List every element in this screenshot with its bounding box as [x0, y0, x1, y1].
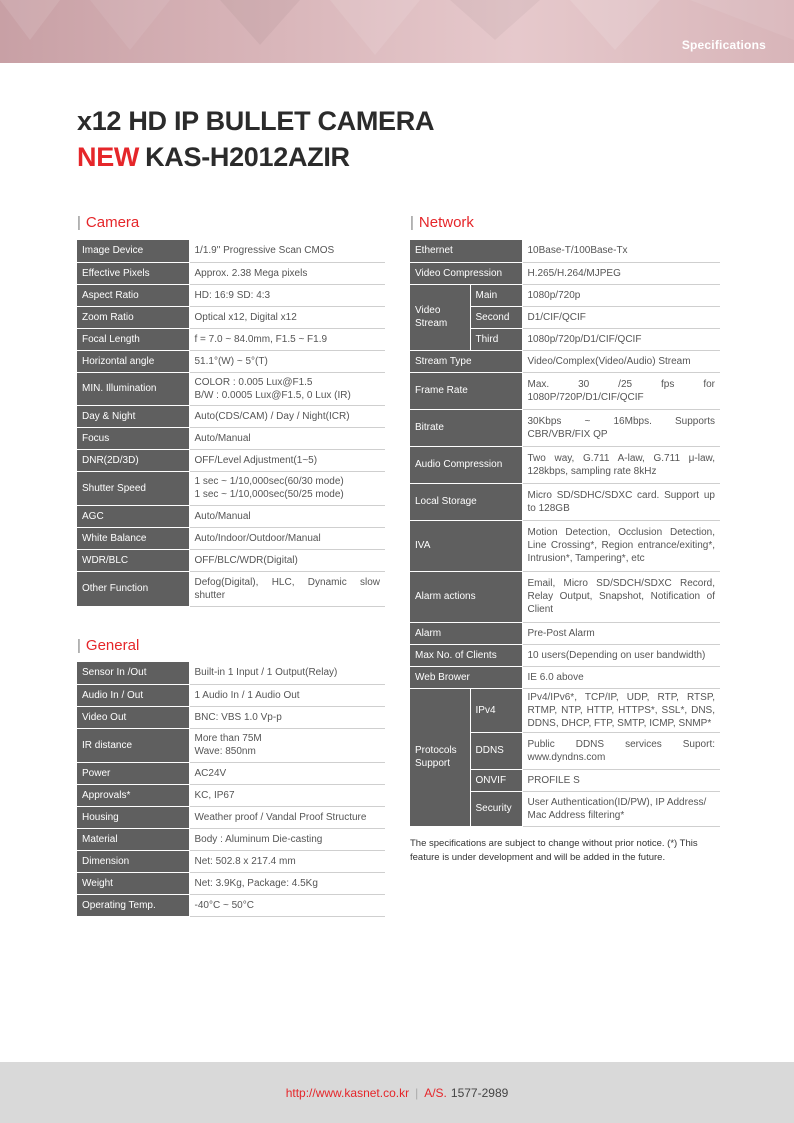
- spec-label: AGC: [77, 505, 189, 527]
- spec-value: Email, Micro SD/SDCH/SDXC Record, Relay Output, Snapshot, Notification of Client: [522, 571, 720, 622]
- spec-label: Focal Length: [77, 328, 189, 350]
- product-model-line: [77, 142, 350, 173]
- network-spec-table: [410, 240, 720, 827]
- spec-row: [410, 372, 720, 409]
- spec-row: [410, 622, 720, 644]
- spec-label: Zoom Ratio: [77, 306, 189, 328]
- spec-label: Frame Rate: [410, 372, 522, 409]
- spec-row: [77, 405, 385, 427]
- spec-sublabel: ONVIF: [470, 769, 522, 791]
- spec-value: H.265/H.264/MJPEG: [522, 262, 720, 284]
- spec-row: [77, 784, 385, 806]
- spec-row: [410, 666, 720, 688]
- spec-label: Audio Compression: [410, 446, 522, 483]
- spec-value: 1 sec ~ 1/10,000sec(60/30 mode) 1 sec ~ 1/10,000sec(50/25 mode): [189, 471, 385, 505]
- spec-label: Power: [77, 762, 189, 784]
- product-title: x12 HD IP BULLET CAMERA: [77, 106, 435, 136]
- spec-label: Housing: [77, 806, 189, 828]
- spec-label: Audio In / Out: [77, 684, 189, 706]
- spec-row: [77, 350, 385, 372]
- spec-value: f = 7.0 ~ 84.0mm, F1.5 ~ F1.9: [189, 328, 385, 350]
- spec-value: KC, IP67: [189, 784, 385, 806]
- header-band: [0, 0, 794, 63]
- spec-value: IE 6.0 above: [522, 666, 720, 688]
- spec-row: [410, 571, 720, 622]
- spec-value: Two way, G.711 A-law, G.711 μ-law, 128kbps, sampling rate 8kHz: [522, 446, 720, 483]
- spec-value: COLOR : 0.005 Lux@F1.5 B/W : 0.0005 Lux@F1.5, 0 Lux (IR): [189, 372, 385, 405]
- spec-row: [77, 427, 385, 449]
- spec-sublabel: Main: [470, 284, 522, 306]
- spec-row: [77, 872, 385, 894]
- spec-row-protocols-ipv4: [410, 688, 720, 732]
- spec-value: Body : Aluminum Die-casting: [189, 828, 385, 850]
- spec-row: [77, 505, 385, 527]
- spec-row: [77, 662, 385, 684]
- general-section-title: | General: [77, 637, 140, 654]
- camera-spec-table: [77, 240, 385, 607]
- general-spec-rows: [77, 662, 385, 916]
- spec-label: White Balance: [77, 527, 189, 549]
- spec-label: Material: [77, 828, 189, 850]
- spec-row: [77, 728, 385, 762]
- spec-label: Weight: [77, 872, 189, 894]
- spec-value: Max. 30 /25 fps for 1080P/720P/D1/CIF/QCIF: [522, 372, 720, 409]
- spec-label: Ethernet: [410, 240, 522, 262]
- video-stream-label: Video Stream: [410, 284, 470, 350]
- spec-value: Auto(CDS/CAM) / Day / Night(ICR): [189, 405, 385, 427]
- spec-value: 1080p/720p: [522, 284, 720, 306]
- spec-label: Alarm actions: [410, 571, 522, 622]
- spec-value: 1080p/720p/D1/CIF/QCIF: [522, 328, 720, 350]
- spec-row: [77, 449, 385, 471]
- network-spec-rows: [410, 350, 720, 688]
- spec-row: [410, 446, 720, 483]
- protocols-support-label: Protocols Support: [410, 688, 470, 826]
- spec-row: [77, 828, 385, 850]
- spec-row-video-stream-main: [410, 284, 720, 306]
- spec-row: [77, 328, 385, 350]
- spec-value: 10 users(Depending on user bandwidth): [522, 644, 720, 666]
- spec-row-video-compression: [410, 262, 720, 284]
- spec-value: Approx. 2.38 Mega pixels: [189, 262, 385, 284]
- spec-sublabel: Third: [470, 328, 522, 350]
- header-label: Specifications: [681, 38, 766, 52]
- spec-label: Shutter Speed: [77, 471, 189, 505]
- spec-row: [77, 762, 385, 784]
- spec-value: Motion Detection, Occlusion Detection, Line Crossing*, Region entrance/exiting*, Intrusion*, Tampering*, etc: [522, 520, 720, 571]
- new-tag: NEW: [77, 142, 140, 172]
- spec-row: [77, 894, 385, 916]
- spec-row: [410, 644, 720, 666]
- footer-contact: [0, 1086, 794, 1100]
- spec-row: [77, 549, 385, 571]
- spec-label: MIN. Illumination: [77, 372, 189, 405]
- spec-label: Horizontal angle: [77, 350, 189, 372]
- spec-value: D1/CIF/QCIF: [522, 306, 720, 328]
- spec-value: PROFILE S: [522, 769, 720, 791]
- spec-value: Weather proof / Vandal Proof Structure: [189, 806, 385, 828]
- spec-label: Local Storage: [410, 483, 522, 520]
- spec-sublabel: IPv4: [470, 688, 522, 732]
- spec-value: Defog(Digital), HLC, Dynamic slow shutter: [189, 571, 385, 606]
- spec-row: [77, 284, 385, 306]
- spec-label: Max No. of Clients: [410, 644, 522, 666]
- spec-value: Optical x12, Digital x12: [189, 306, 385, 328]
- spec-value: Pre-Post Alarm: [522, 622, 720, 644]
- spec-label: Operating Temp.: [77, 894, 189, 916]
- spec-value: Auto/Manual: [189, 505, 385, 527]
- spec-label: Effective Pixels: [77, 262, 189, 284]
- spec-row: [410, 350, 720, 372]
- spec-label: Aspect Ratio: [77, 284, 189, 306]
- spec-sublabel: Second: [470, 306, 522, 328]
- spec-label: Focus: [77, 427, 189, 449]
- spec-value: OFF/BLC/WDR(Digital): [189, 549, 385, 571]
- spec-row: [77, 527, 385, 549]
- spec-row: [410, 520, 720, 571]
- spec-value: Public DDNS services Suport: www.dyndns.com: [522, 732, 720, 769]
- spec-label: Video Compression: [410, 262, 522, 284]
- spec-value: Auto/Indoor/Outdoor/Manual: [189, 527, 385, 549]
- spec-value: Built-in 1 Input / 1 Output(Relay): [189, 662, 385, 684]
- spec-value: 1/1.9" Progressive Scan CMOS: [189, 240, 385, 262]
- spec-row: [77, 306, 385, 328]
- spec-label: Other Function: [77, 571, 189, 606]
- spec-value: More than 75M Wave: 850nm: [189, 728, 385, 762]
- spec-label: Alarm: [410, 622, 522, 644]
- spec-label: WDR/BLC: [77, 549, 189, 571]
- spec-value: 30Kbps ~ 16Mbps. Supports CBR/VBR/FIX QP: [522, 409, 720, 446]
- as-label: A/S.: [424, 1086, 447, 1100]
- spec-value: HD: 16:9 SD: 4:3: [189, 284, 385, 306]
- spec-row: [77, 372, 385, 405]
- camera-section-title: | Camera: [77, 214, 140, 231]
- spec-label: DNR(2D/3D): [77, 449, 189, 471]
- spec-sublabel: Security: [470, 791, 522, 826]
- spec-label: Approvals*: [77, 784, 189, 806]
- spec-label: IR distance: [77, 728, 189, 762]
- spec-label: Web Brower: [410, 666, 522, 688]
- spec-row: [410, 483, 720, 520]
- general-spec-table: [77, 662, 385, 917]
- spec-label: Image Device: [77, 240, 189, 262]
- spec-row: [77, 684, 385, 706]
- spec-value: Net: 3.9Kg, Package: 4.5Kg: [189, 872, 385, 894]
- spec-row: [77, 571, 385, 606]
- spec-row: [410, 409, 720, 446]
- spec-row-ethernet: [410, 240, 720, 262]
- spec-value: OFF/Level Adjustment(1~5): [189, 449, 385, 471]
- spec-row: [77, 240, 385, 262]
- spec-label: Bitrate: [410, 409, 522, 446]
- header-pattern: [0, 0, 794, 63]
- spec-row: [77, 806, 385, 828]
- spec-row: [77, 471, 385, 505]
- network-section-title: | Network: [410, 214, 474, 231]
- spec-value: AC24V: [189, 762, 385, 784]
- spec-value: Video/Complex(Video/Audio) Stream: [522, 350, 720, 372]
- model-number: KAS-H2012AZIR: [145, 142, 350, 172]
- spec-label: IVA: [410, 520, 522, 571]
- spec-row: [77, 706, 385, 728]
- spec-value: BNC: VBS 1.0 Vp-p: [189, 706, 385, 728]
- camera-spec-rows: [77, 240, 385, 606]
- spec-disclaimer-note: The specifications are subject to change without prior notice. (*) This feature is under development and will be added in the future.: [410, 838, 698, 863]
- spec-value: -40°C ~ 50°C: [189, 894, 385, 916]
- spec-value: 1 Audio In / 1 Audio Out: [189, 684, 385, 706]
- spec-label: Sensor In /Out: [77, 662, 189, 684]
- spec-value: User Authentication(ID/PW), IP Address/ Mac Address filtering*: [522, 791, 720, 826]
- as-phone: 1577-2989: [450, 1086, 509, 1100]
- spec-value: 10Base-T/100Base-Tx: [522, 240, 720, 262]
- spec-label: Day & Night: [77, 405, 189, 427]
- spec-value: Micro SD/SDHC/SDXC card. Support up to 128GB: [522, 483, 720, 520]
- spec-sublabel: DDNS: [470, 732, 522, 769]
- spec-row: [77, 262, 385, 284]
- spec-label: Stream Type: [410, 350, 522, 372]
- spec-value: IPv4/IPv6*, TCP/IP, UDP, RTP, RTSP, RTMP, NTP, HTTP, HTTPS*, SSL*, DNS, DDNS, DHCP, FTP, SMTP, ICMP, SNMP*: [522, 688, 720, 732]
- spec-label: Video Out: [77, 706, 189, 728]
- spec-row: [77, 850, 385, 872]
- footer-separator: |: [415, 1086, 419, 1100]
- spec-value: Net: 502.8 x 217.4 mm: [189, 850, 385, 872]
- spec-label: Dimension: [77, 850, 189, 872]
- spec-value: Auto/Manual: [189, 427, 385, 449]
- spec-value: 51.1°(W) ~ 5°(T): [189, 350, 385, 372]
- website-link[interactable]: http://www.kasnet.co.kr: [285, 1086, 410, 1100]
